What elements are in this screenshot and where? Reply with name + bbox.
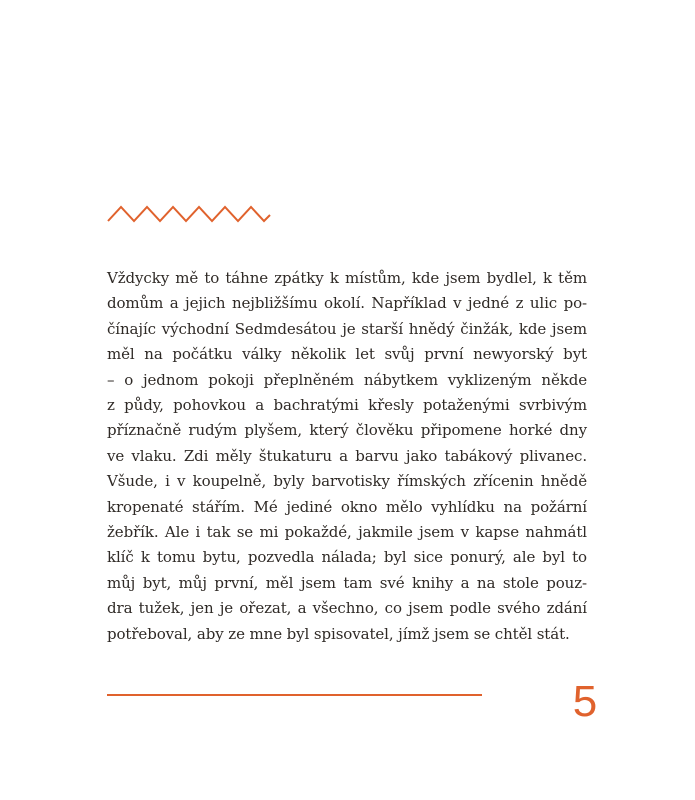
zigzag-ornament-icon xyxy=(107,205,271,223)
text-line: z půdy, pohovkou a bachratými křesly potaženými svrbivým xyxy=(107,396,587,415)
text-line: dra tužek, jen je ořezat, a všechno, co jsem podle svého zdání xyxy=(107,599,587,618)
text-line: můj byt, můj první, měl jsem tam své knihy a na stole pouz- xyxy=(107,573,587,592)
text-line: měl na počátku války několik let svůj první newyorský byt xyxy=(107,345,587,364)
text-line: potřeboval, aby ze mne byl spisovatel, jímž jsem se chtěl stát. xyxy=(107,624,570,643)
body-paragraph xyxy=(107,266,587,647)
text-line: Všude, i v koupelně, byly barvotisky římských zřícenin hnědě xyxy=(107,472,587,491)
text-line: domům a jejich nejbližšímu okolí. Například v jedné z ulic po- xyxy=(107,294,587,313)
page-number: 5 xyxy=(572,677,598,726)
text-line: příznačně rudým plyšem, který člověku připomene horké dny xyxy=(107,421,587,440)
text-line: Vždycky mě to táhne zpátky k místům, kde jsem bydlel, k těm xyxy=(107,269,587,287)
text-line: čínajíc východní Sedmdesátou je starší hnědý činžák, kde jsem xyxy=(107,319,587,338)
text-line: kropenaté stářím. Mé jediné okno mělo vyhlídku na požární xyxy=(107,497,587,516)
text-line: žebřík. Ale i tak se mi pokaždé, jakmile jsem v kapse nahmátl xyxy=(107,523,587,542)
text-line: ve vlaku. Zdi měly štukaturu a barvu jako tabákový plivanec. xyxy=(107,446,587,465)
footer-rule xyxy=(107,694,482,696)
text-line: klíč k tomu bytu, pozvedla nálada; byl sice ponurý, ale byl to xyxy=(107,548,587,567)
text-line: – o jednom pokoji přeplněném nábytkem vyklizeným někde xyxy=(107,370,587,389)
